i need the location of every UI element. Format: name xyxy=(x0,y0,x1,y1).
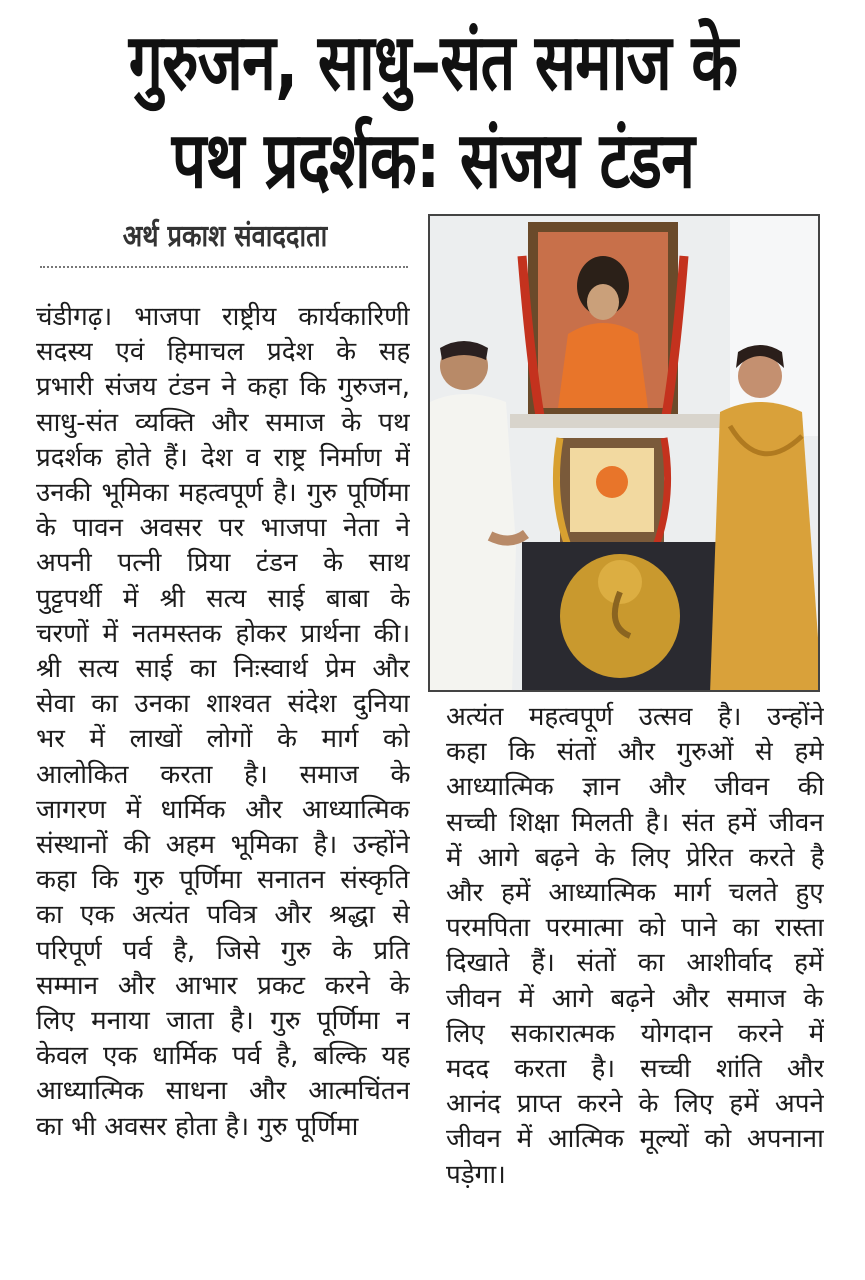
article-column-right xyxy=(446,700,824,1193)
right-column-line: अत्यंत महत्वपूर्ण उत्सव है। उन्होंने xyxy=(446,702,824,732)
left-column-line: पुट्टपर्थी में श्री सत्य साई बाबा के xyxy=(36,583,410,614)
headline-line-1: गुरुजन, साधु–संत समाज के xyxy=(128,18,738,108)
right-column-line: लिए सकारात्मक योगदान करने में xyxy=(446,1018,824,1049)
news-photo xyxy=(428,214,820,692)
left-column-line: कहा कि गुरु पूर्णिमा सनातन संस्कृति xyxy=(36,865,410,896)
left-column-line: चरणों में नतमस्तक होकर प्रार्थना की। xyxy=(36,618,410,649)
left-column-line: जागरण में धार्मिक और आध्यात्मिक xyxy=(36,794,410,825)
left-column-line: सदस्य एवं हिमाचल प्रदेश के सह xyxy=(36,337,410,368)
right-column-line: जीवन में आत्मिक मूल्यों को अपनाना xyxy=(446,1124,824,1155)
byline: अर्थ प्रकाश संवाददाता xyxy=(122,219,328,254)
left-column-line: साधु-संत व्यक्ति और समाज के पथ xyxy=(36,407,410,438)
right-column-line: में आगे बढ़ने के लिए प्रेरित करते है xyxy=(446,842,824,873)
right-column-line: दिखाते हैं। संतों का आशीर्वाद हमें xyxy=(446,948,824,979)
byline-divider xyxy=(40,266,408,268)
left-column-line: भर में लाखों लोगों के मार्ग को xyxy=(36,724,410,755)
right-column-line: जीवन में आगे बढ़ने और समाज के xyxy=(446,983,824,1014)
right-column-line: पड़ेगा। xyxy=(446,1159,506,1190)
left-column-line: उनकी भूमिका महत्वपूर्ण है। गुरु पूर्णिमा xyxy=(36,478,410,509)
left-column-line: के पावन अवसर पर भाजपा नेता ने xyxy=(36,513,410,544)
right-column-line: परमपिता परमात्मा को पाने का रास्ता xyxy=(446,913,824,944)
right-column-line: कहा कि संतों और गुरुओं से हमे xyxy=(446,737,824,768)
left-column-line: प्रभारी संजय टंडन ने कहा कि गुरुजन, xyxy=(36,372,410,403)
left-column-line: सम्मान और आभार प्रकट करने के xyxy=(36,970,410,1001)
right-column-line: आनंद प्राप्त करने के लिए हमें अपने xyxy=(446,1089,824,1120)
right-column-line: मदद करता है। सच्ची शांति और xyxy=(446,1054,824,1085)
right-column-line: आध्यात्मिक ज्ञान और जीवन की xyxy=(446,772,824,803)
left-column-line: श्री सत्य साई का निःस्वार्थ प्रेम और xyxy=(36,654,410,685)
left-column-line: सेवा का उनका शाश्वत संदेश दुनिया xyxy=(36,689,410,720)
left-column-line: लिए मनाया जाता है। गुरु पूर्णिमा न xyxy=(36,1006,410,1037)
right-column-line: सच्ची शिक्षा मिलती है। संत हमें जीवन xyxy=(446,807,824,838)
left-column-line: संस्थानों की अहम भूमिका है। उन्होंने xyxy=(36,830,410,861)
left-column-line: आध्यात्मिक साधना और आत्मचिंतन xyxy=(36,1076,410,1107)
headline-line-2: पथ प्रदर्शक: संजय टंडन xyxy=(171,116,695,206)
portrait-photo-icon xyxy=(430,216,820,692)
left-column-line: का भी अवसर होता है। गुरु पूर्णिमा xyxy=(36,1111,359,1142)
left-column-line: केवल एक धार्मिक पर्व है, बल्कि यह xyxy=(36,1041,410,1072)
left-column-line: प्रदर्शक होते हैं। देश व राष्ट्र निर्माण में xyxy=(36,442,410,473)
left-column-line: परिपूर्ण पर्व है, जिसे गुरु के प्रति xyxy=(36,935,410,966)
headline xyxy=(109,14,756,210)
article-column-left xyxy=(36,300,410,1145)
right-column-line: और हमें आध्यात्मिक मार्ग चलते हुए xyxy=(446,878,824,909)
left-column-line: का एक अत्यंत पवित्र और श्रद्धा से xyxy=(36,900,410,931)
left-column-line: चंडीगढ़। भाजपा राष्ट्रीय कार्यकारिणी xyxy=(36,302,410,332)
left-column-line: आलोकित करता है। समाज के xyxy=(36,759,410,790)
left-column-line: अपनी पत्नी प्रिया टंडन के साथ xyxy=(36,548,410,579)
